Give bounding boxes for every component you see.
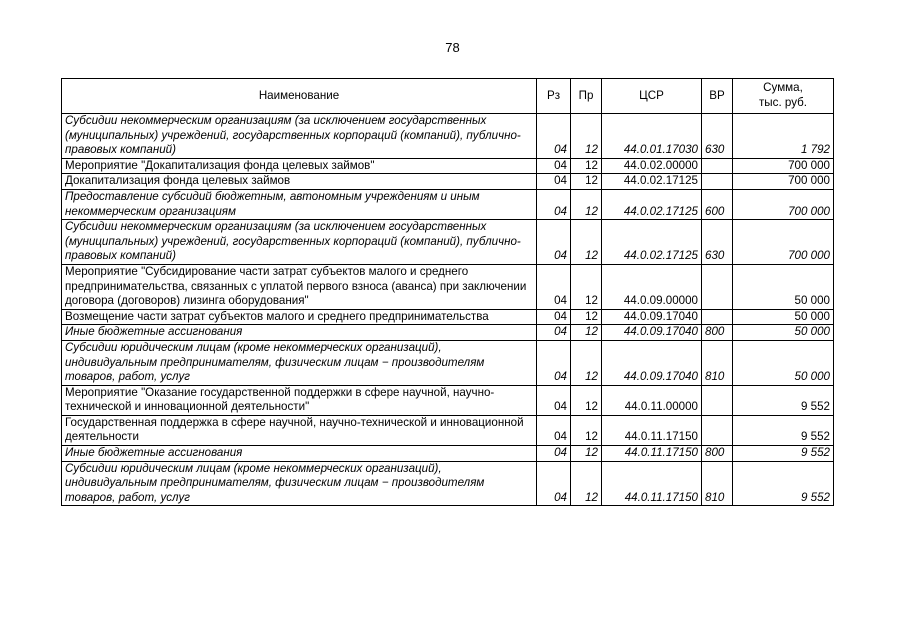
table-row — [62, 174, 834, 190]
row-csr: 44.0.02.17125 — [602, 220, 702, 265]
header-sum — [733, 79, 834, 114]
row-rz: 04 — [537, 325, 571, 341]
row-vr — [702, 309, 733, 325]
row-name: Субсидии юридическим лицам (кроме некоммерческих организаций), индивидуальным предпринимателям, физическим лицам − производителям товаров, работ, услуг — [62, 340, 537, 385]
header-sum-line2: тыс. руб. — [759, 96, 807, 109]
row-csr: 44.0.02.17125 — [602, 189, 702, 219]
row-vr: 630 — [702, 114, 733, 159]
row-name: Субсидии некоммерческим организациям (за исключением государственных (муниципальных) учреждений, государственных корпораций (компаний), публично-правовых компаний) — [62, 220, 537, 265]
row-pr: 12 — [571, 340, 602, 385]
row-csr: 44.0.11.17150 — [602, 415, 702, 445]
row-csr: 44.0.11.17150 — [602, 446, 702, 462]
row-sum: 1 792 — [733, 114, 834, 159]
row-pr: 12 — [571, 325, 602, 341]
table-row — [62, 220, 834, 265]
table-row — [62, 309, 834, 325]
table-row — [62, 189, 834, 219]
row-pr: 12 — [571, 461, 602, 506]
row-csr: 44.0.01.17030 — [602, 114, 702, 159]
row-rz: 04 — [537, 264, 571, 309]
row-rz: 04 — [537, 385, 571, 415]
row-name: Иные бюджетные ассигнования — [62, 446, 537, 462]
table-row — [62, 264, 834, 309]
row-vr: 810 — [702, 340, 733, 385]
row-rz: 04 — [537, 415, 571, 445]
row-rz: 04 — [537, 446, 571, 462]
row-vr — [702, 264, 733, 309]
row-name: Государственная поддержка в сфере научной, научно-технической и инновационной деятельности — [62, 415, 537, 445]
row-name: Мероприятие "Оказание государственной поддержки в сфере научной, научно-технической и инновационной деятельности" — [62, 385, 537, 415]
row-sum: 50 000 — [733, 309, 834, 325]
header-pr: Пр — [571, 79, 602, 114]
row-rz: 04 — [537, 189, 571, 219]
table-row — [62, 114, 834, 159]
row-csr: 44.0.09.17040 — [602, 325, 702, 341]
row-pr: 12 — [571, 309, 602, 325]
row-sum: 9 552 — [733, 461, 834, 506]
row-sum: 700 000 — [733, 158, 834, 174]
row-vr: 800 — [702, 446, 733, 462]
row-sum: 9 552 — [733, 415, 834, 445]
row-csr: 44.0.09.00000 — [602, 264, 702, 309]
table-row — [62, 385, 834, 415]
row-name: Субсидии юридическим лицам (кроме некоммерческих организаций), индивидуальным предпринимателям, физическим лицам − производителям товаров, работ, услуг — [62, 461, 537, 506]
row-vr — [702, 158, 733, 174]
row-csr: 44.0.09.17040 — [602, 340, 702, 385]
table-row — [62, 325, 834, 341]
row-pr: 12 — [571, 189, 602, 219]
row-pr: 12 — [571, 114, 602, 159]
row-rz: 04 — [537, 340, 571, 385]
row-sum: 50 000 — [733, 340, 834, 385]
table-header-row — [62, 79, 834, 114]
row-vr — [702, 415, 733, 445]
table-row — [62, 340, 834, 385]
row-name: Субсидии некоммерческим организациям (за исключением государственных (муниципальных) учреждений, государственных корпораций (компаний), публично-правовых компаний) — [62, 114, 537, 159]
row-sum: 700 000 — [733, 189, 834, 219]
row-sum: 700 000 — [733, 174, 834, 190]
row-pr: 12 — [571, 220, 602, 265]
row-vr: 600 — [702, 189, 733, 219]
row-csr: 44.0.11.17150 — [602, 461, 702, 506]
page-number: 78 — [445, 40, 460, 55]
table-row — [62, 461, 834, 506]
row-name: Мероприятие "Субсидирование части затрат субъектов малого и среднего предпринимательства, связанных с уплатой первого взноса (аванса) при заключении договора (договоров) лизинга оборудования" — [62, 264, 537, 309]
table-row — [62, 415, 834, 445]
table-row — [62, 158, 834, 174]
header-sum-line1: Сумма, — [763, 81, 803, 95]
row-name: Докапитализация фонда целевых займов — [62, 174, 537, 190]
row-name: Иные бюджетные ассигнования — [62, 325, 537, 341]
row-rz: 04 — [537, 220, 571, 265]
header-name: Наименование — [62, 79, 537, 114]
row-vr: 630 — [702, 220, 733, 265]
header-rz: Рз — [537, 79, 571, 114]
row-vr: 800 — [702, 325, 733, 341]
row-sum: 9 552 — [733, 446, 834, 462]
row-csr: 44.0.09.17040 — [602, 309, 702, 325]
header-csr: ЦСР — [602, 79, 702, 114]
row-csr: 44.0.11.00000 — [602, 385, 702, 415]
row-pr: 12 — [571, 385, 602, 415]
row-sum: 9 552 — [733, 385, 834, 415]
row-vr — [702, 385, 733, 415]
row-name: Возмещение части затрат субъектов малого и среднего предпринимательства — [62, 309, 537, 325]
row-vr: 810 — [702, 461, 733, 506]
row-name: Предоставление субсидий бюджетным, автономным учреждениям и иным некоммерческим организациям — [62, 189, 537, 219]
row-rz: 04 — [537, 174, 571, 190]
row-sum: 50 000 — [733, 325, 834, 341]
header-vr: ВР — [702, 79, 733, 114]
row-rz: 04 — [537, 114, 571, 159]
row-pr: 12 — [571, 264, 602, 309]
row-rz: 04 — [537, 158, 571, 174]
row-rz: 04 — [537, 461, 571, 506]
budget-table — [61, 78, 834, 506]
table-row — [62, 446, 834, 462]
row-csr: 44.0.02.00000 — [602, 158, 702, 174]
row-vr — [702, 174, 733, 190]
row-sum: 700 000 — [733, 220, 834, 265]
row-sum: 50 000 — [733, 264, 834, 309]
row-rz: 04 — [537, 309, 571, 325]
row-name: Мероприятие "Докапитализация фонда целевых займов" — [62, 158, 537, 174]
row-pr: 12 — [571, 446, 602, 462]
row-pr: 12 — [571, 415, 602, 445]
row-pr: 12 — [571, 174, 602, 190]
row-csr: 44.0.02.17125 — [602, 174, 702, 190]
row-pr: 12 — [571, 158, 602, 174]
